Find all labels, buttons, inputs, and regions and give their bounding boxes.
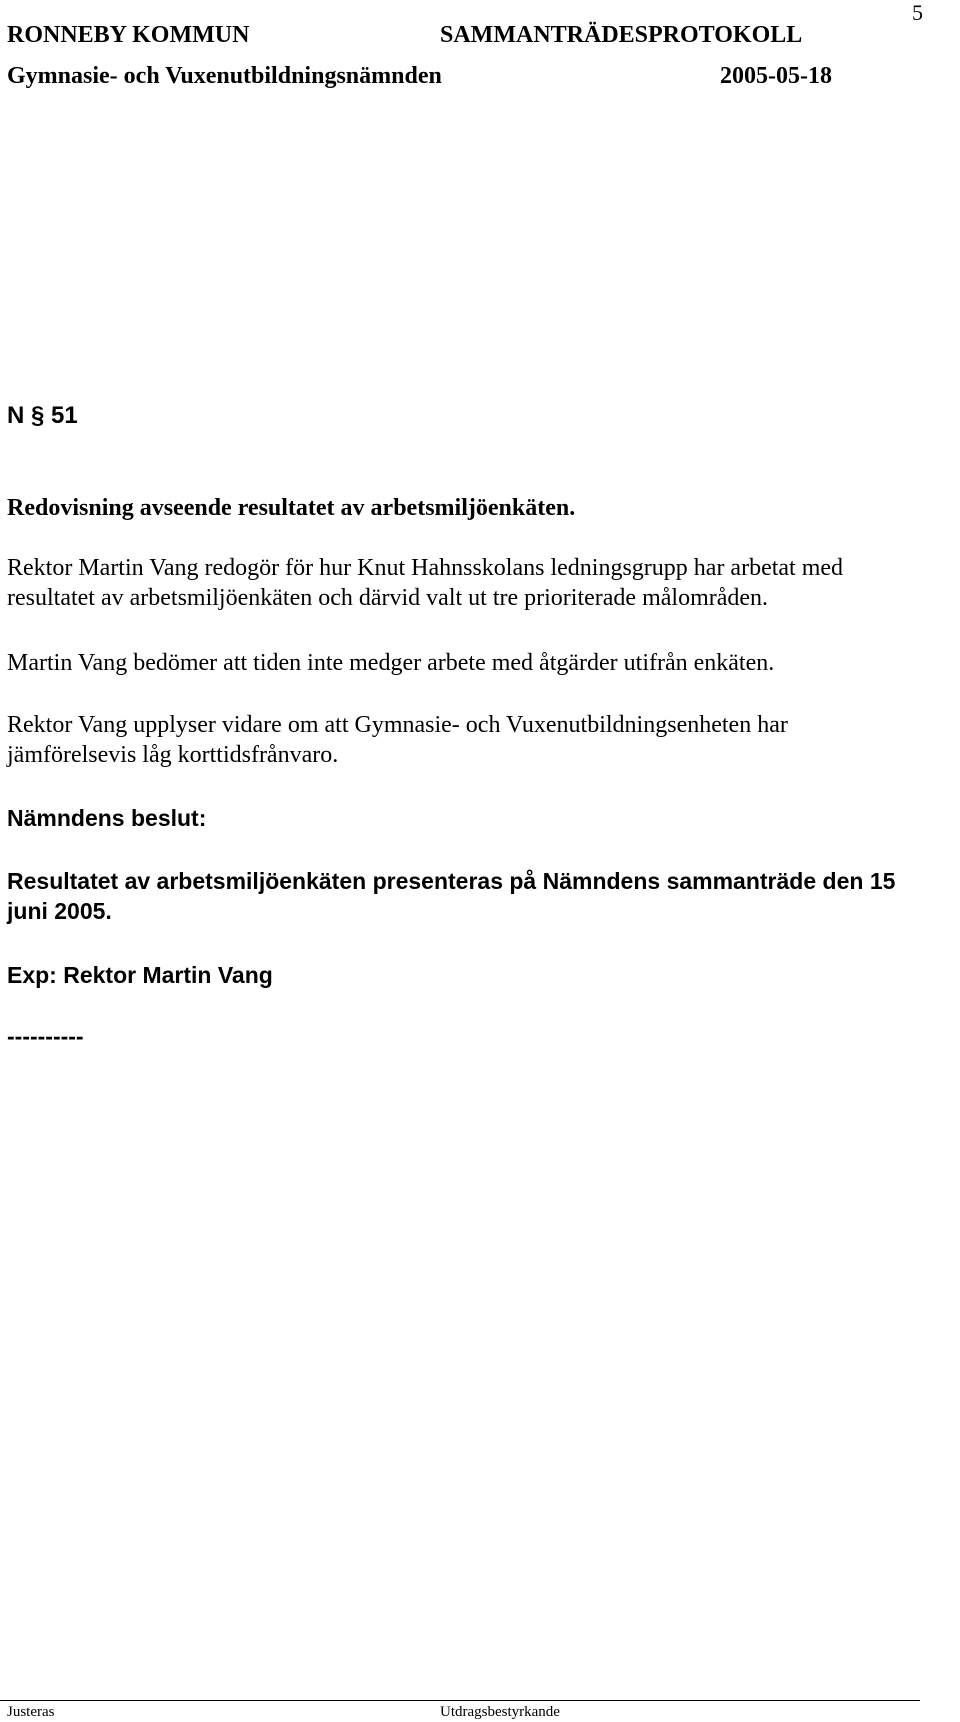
section-title: Redovisning avseende resultatet av arbetsmiljöenkäten. <box>7 495 576 521</box>
paragraph-3-line-2: jämförelsevis låg korttidsfrånvaro. <box>7 742 339 768</box>
document-type: SAMMANTRÄDESPROTOKOLL <box>440 22 803 48</box>
paragraph-number: N § 51 <box>7 402 78 429</box>
page-number: 5 <box>912 0 923 25</box>
separator-line: ---------- <box>7 1023 84 1049</box>
paragraph-1-line-1: Rektor Martin Vang redogör för hur Knut Hahnsskolans ledningsgrupp har arbetat med <box>7 555 844 581</box>
paragraph-3-line-1: Rektor Vang upplyser vidare om att Gymnasie- och Vuxenutbildningsenheten har <box>7 712 788 738</box>
footer-rule <box>0 1700 920 1701</box>
decision-heading: Nämndens beslut: <box>7 805 207 831</box>
decision-line-1: Resultatet av arbetsmiljöenkäten presenteras på Nämndens sammanträde den 15 <box>7 868 896 894</box>
decision-line-2: juni 2005. <box>7 898 112 924</box>
committee-name: Gymnasie- och Vuxenutbildningsnämnden <box>7 63 442 89</box>
paragraph-2-line-1: Martin Vang bedömer att tiden inte medger arbete med åtgärder utifrån enkäten. <box>7 650 775 676</box>
municipality-name: RONNEBY KOMMUN <box>7 22 250 48</box>
footer-justeras: Justeras <box>7 1704 55 1720</box>
meeting-date: 2005-05-18 <box>720 63 832 89</box>
footer-utdragsbestyrkande: Utdragsbestyrkande <box>440 1704 560 1720</box>
expedition-line: Exp: Rektor Martin Vang <box>7 962 273 988</box>
paragraph-1-line-2: resultatet av arbetsmiljöenkäten och därvid valt ut tre prioriterade målområden. <box>7 585 769 611</box>
